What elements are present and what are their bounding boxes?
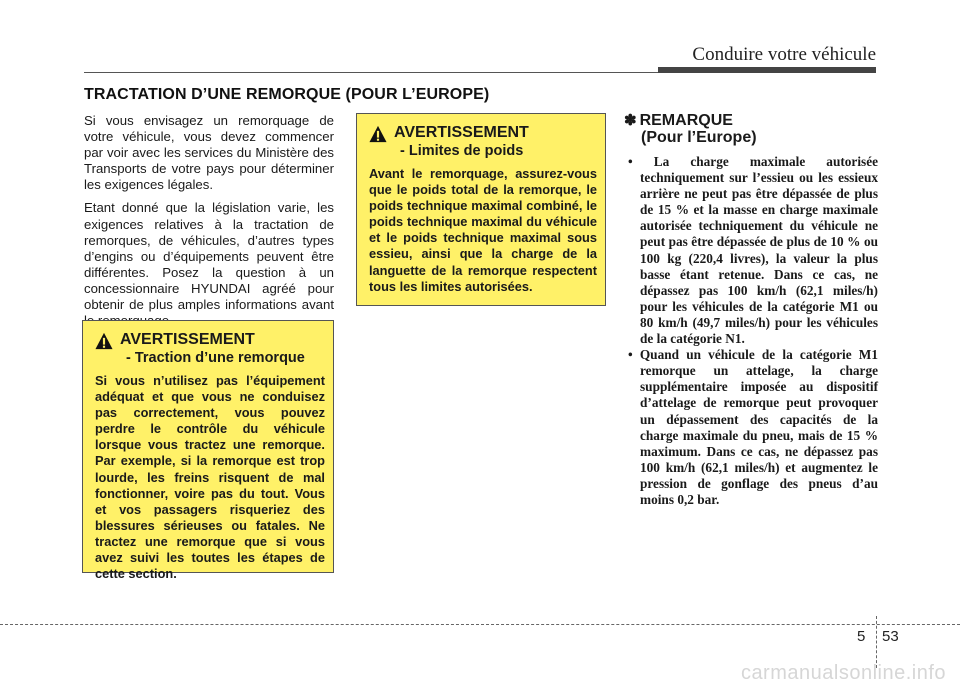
- list-item: • Quand un véhicule de la catégorie M1 remorque un attelage, la charge supplémentaire imposée au dispositif d’attelage de remorque peut provoquer un dépassement des capacités de la charge maximale du pneu, mais de 15 % maximum. Dans ce cas, ne dépassez pas 100 km/h (62,1 miles/h) et augmentez le pression de gonflage des pneus d’au moins 0,2 bar.: [624, 347, 878, 508]
- warning-subtitle: - Traction d’une remorque: [126, 350, 305, 366]
- warning-body: Avant le remorquage, assurez-vous que le poids total de la remorque, le poids technique maximal combiné, le poids technique maximal du véhicule et le poids technique maximal sous essieu, ainsi que la charge de la languette de la remorque respectent tous les limites autorisées.: [369, 166, 597, 294]
- intro-paragraph-2: Etant donné que la législation varie, les exigences relatives à la tractation de remorques, de véhicules, d’autres types d’engins ou d’équipements peuvent être différentes. Posez la question à un concessionnaire HYUNDAI agréé pour obtenir de plus amples informations avant: [84, 200, 334, 313]
- footer-divider: [876, 616, 877, 668]
- note-title-text: REMARQUE: [639, 112, 733, 129]
- note-title: [624, 112, 878, 129]
- warning-subtitle: - Limites de poids: [400, 143, 524, 159]
- list-item: • La charge maximale autorisée techniquement sur l’essieu ou les essieux arrière ne peut pas être dépassée de plus de 15 % et la masse en charge maximale autorisée techniquement du véhicule ne peut pas être dépassée de plus de 10 % ou 100 kg (220,4 livres), la valeur la plus basse étant retenue. Dans ce cas, ne dépassez pas 100 km/h (62,1 miles/h) pour les véhicules de la catégorie M1 ou 80 km/h (49,7 miles/h) pour les véhicules de la catégorie N1.: [624, 154, 878, 347]
- note-star-icon: ✽: [624, 112, 637, 129]
- header-rule-accent: [658, 67, 876, 73]
- warning-header: [369, 124, 597, 160]
- chapter-number: 5: [857, 628, 866, 645]
- intro-paragraph-1: Si vous envisagez un remorquage de votre véhicule, vous devez commencer par voir avec les services du Ministère des Transports de votre pays pour déterminer les exigences légales.: [84, 113, 334, 193]
- note-block: [624, 112, 878, 508]
- note-list: [624, 154, 878, 508]
- note-subtitle: (Pour l’Europe): [641, 129, 757, 146]
- warning-header: [95, 331, 325, 367]
- warning-box-weight: [356, 113, 606, 306]
- warning-body: Si vous n’utilisez pas l’équipement adéquat et que vous ne conduisez pas correctement, vous pouvez perdre le contrôle du véhicule lorsque vous tractez une remorque. Par exemple, si la remorque est trop lourde, les freins risquent de mal fonctionner, voire pas du tout. Vous et vos passagers risqueriez des blessures sérieuses ou fatales. Ne tractez une remorque que si vous avez suivi les toutes les étapes de cette section.: [95, 373, 325, 582]
- warning-title: AVERTISSEMENT: [120, 331, 255, 348]
- watermark: carmanualsonline.info: [740, 662, 946, 684]
- page-header-title: Conduire votre véhicule: [692, 44, 876, 65]
- warning-triangle-icon: [95, 332, 113, 350]
- footer-rule: [0, 624, 960, 625]
- page-number: 53: [882, 628, 899, 645]
- warning-triangle-icon: [369, 125, 387, 143]
- intro-text: [84, 113, 334, 336]
- warning-box-towing: [82, 320, 334, 582]
- section-title: TRACTATION D’UNE REMORQUE (POUR L’EUROPE): [84, 86, 490, 103]
- warning-title: AVERTISSEMENT: [394, 124, 529, 141]
